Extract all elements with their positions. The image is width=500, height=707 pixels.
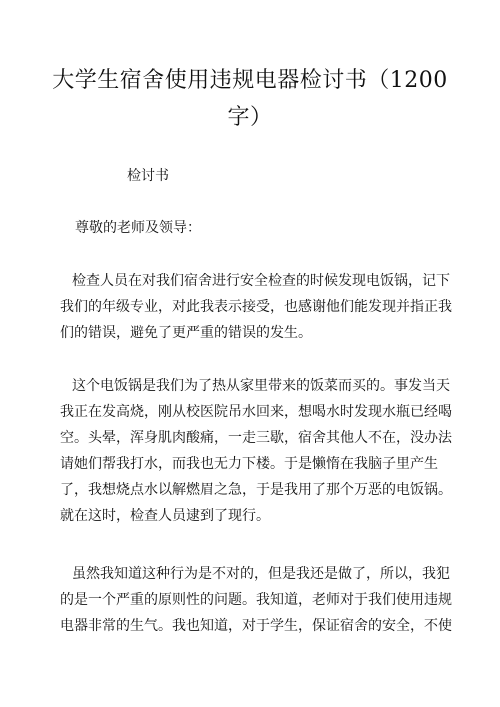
paragraph-line: 检查人员在对我们宿舍进行安全检查的时候发现电饭锅，记下: [72, 273, 450, 289]
paragraph-line: 虽然我知道这种行为是不对的，但是我还是做了，所以，我犯: [72, 566, 450, 582]
paragraph-line: 们的错误，避免了更严重的错误的发生。: [60, 325, 312, 341]
paragraph-line: 就在这时，检查人员逮到了现行。: [60, 508, 270, 524]
title-line-1: 大学生宿舍使用违规电器检讨书（1200: [52, 68, 448, 93]
document-title: [40, 62, 460, 136]
paragraph-line: 空。头晕，浑身肌肉酸痛，一走三歇，宿舍其他人不在，没办法: [60, 430, 452, 446]
paragraph-line: 请她们帮我打水，而我也无力下楼。于是懒惰在我脑子里产生: [60, 456, 438, 472]
paragraph-line: 我正在发高烧，刚从校医院吊水回来，想喝水时发现水瓶已经喝: [60, 404, 452, 420]
title-line-2: 字）: [227, 105, 273, 130]
paragraph-1: [60, 268, 452, 346]
paragraph-line: 的是一个严重的原则性的问题。我知道，老师对于我们使用违规: [60, 592, 452, 608]
paragraph-line: 这个电饭锅是我们为了热从家里带来的饭菜而买的。事发当天: [72, 378, 450, 394]
document-subtitle: 检讨书: [127, 168, 169, 184]
salutation: 尊敬的老师及领导：: [75, 220, 201, 236]
paragraph-3: [60, 561, 452, 639]
paragraph-line: 了，我想烧点水以解燃眉之急，于是我用了那个万恶的电饭锅。: [60, 482, 452, 498]
paragraph-2: [60, 373, 452, 529]
paragraph-line: 我们的年级专业，对此我表示接受，也感谢他们能发现并指正我: [60, 299, 452, 315]
paragraph-line: 电器非常的生气。我也知道，对于学生，保证宿舍的安全，不使: [60, 618, 452, 634]
